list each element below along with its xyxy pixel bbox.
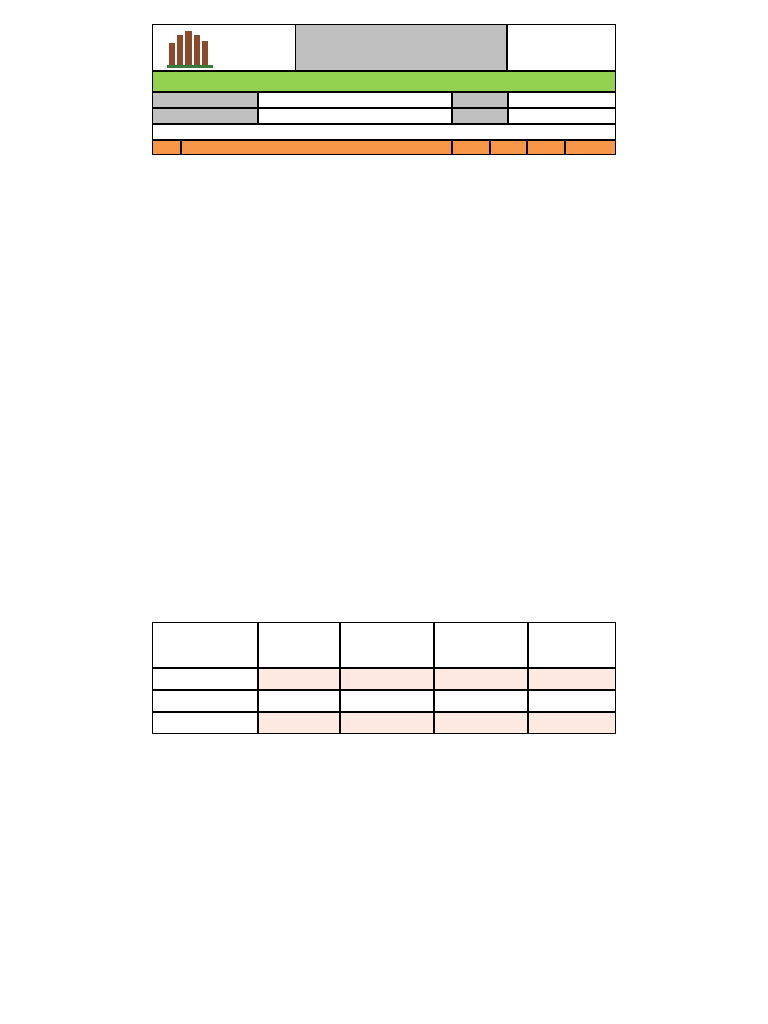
col-header-na [527, 140, 565, 155]
signoff-col-scaffold-supervisor [258, 622, 340, 668]
name-field-client-rep[interactable] [528, 690, 616, 712]
signoff-row-date-label [152, 712, 258, 734]
date-field[interactable] [508, 108, 616, 124]
date-field-client-rep[interactable] [528, 712, 616, 734]
signoff-col-company-rep [434, 622, 528, 668]
ksmb-logo-icon [167, 27, 215, 69]
contractor-label [152, 92, 258, 108]
name-field-contractor-rep[interactable] [340, 690, 434, 712]
col-header-point [181, 140, 452, 155]
signoff-col-contractor-rep [340, 622, 434, 668]
signature-field-client-rep[interactable] [528, 668, 616, 690]
signature-field-scaffold-supervisor[interactable] [258, 668, 340, 690]
name-field-scaffold-supervisor[interactable] [258, 690, 340, 712]
logo-box [152, 24, 295, 71]
instruction-text [152, 124, 616, 140]
date-field-scaffold-supervisor[interactable] [258, 712, 340, 734]
signoff-corner [152, 622, 258, 668]
col-header-no [490, 140, 527, 155]
doc-no-field[interactable] [258, 108, 452, 124]
checklist-page-2 [152, 556, 616, 736]
header-blank-box [507, 24, 616, 71]
doc-no-label [152, 108, 258, 124]
signature-field-company-rep[interactable] [434, 668, 528, 690]
col-header-remarks [565, 140, 616, 155]
date-field-contractor-rep[interactable] [340, 712, 434, 734]
location-label [452, 92, 508, 108]
form-title [152, 71, 616, 92]
checklist-page-1 [152, 24, 616, 511]
col-header-sno [152, 140, 181, 155]
name-field-company-rep[interactable] [434, 690, 528, 712]
signoff-col-client-rep [528, 622, 616, 668]
signoff-row-name-label [152, 690, 258, 712]
location-field[interactable] [508, 92, 616, 108]
date-label [452, 108, 508, 124]
date-field-company-rep[interactable] [434, 712, 528, 734]
signoff-row-signature-label [152, 668, 258, 690]
contractor-field[interactable] [258, 92, 452, 108]
col-header-yes [452, 140, 490, 155]
signature-field-contractor-rep[interactable] [340, 668, 434, 690]
project-box [295, 24, 507, 71]
